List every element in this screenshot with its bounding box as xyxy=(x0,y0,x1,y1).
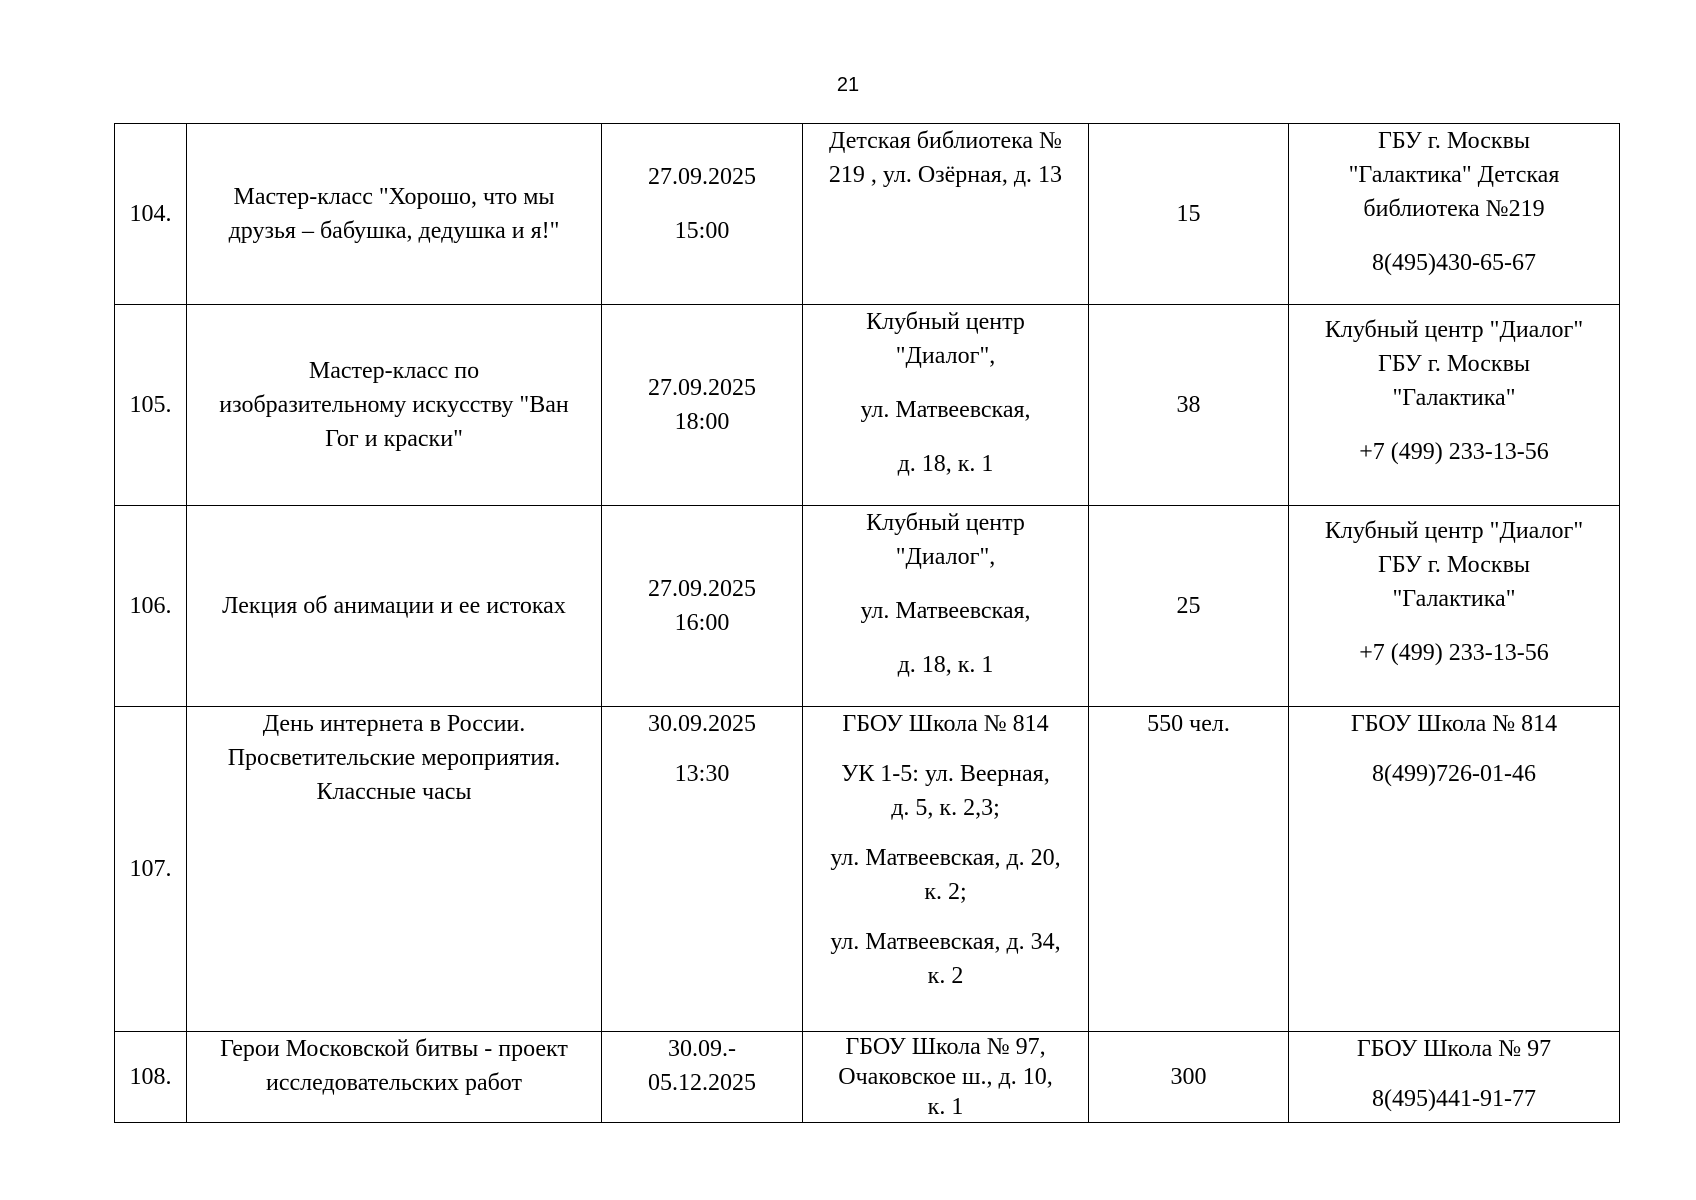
event-place: Детская библиотека № 219 , ул. Озёрная, д. 13 xyxy=(803,124,1089,305)
event-place: ГБОУ Школа № 814 УК 1-5: ул. Веерная, д. 5, к. 2,3; ул. Матвеевская, д. 20, к. 2; ул. Матвеевская, д. 34, к. 2 xyxy=(803,707,1089,1032)
table-row xyxy=(115,1032,1620,1123)
event-datetime xyxy=(602,707,803,1032)
event-place: Клубный центр "Диалог", ул. Матвеевская, д. 18, к. 1 xyxy=(803,506,1089,707)
event-datetime xyxy=(602,1032,803,1123)
event-date: 30.09.2025 xyxy=(648,711,756,737)
organizer-phone: 8(495)441-91-77 xyxy=(1372,1086,1536,1112)
table-row xyxy=(115,506,1620,707)
organizer: Клубный центр "Диалог" ГБУ г. Москвы "Галактика" +7 (499) 233-13-56 xyxy=(1289,506,1620,707)
event-time: 15:00 xyxy=(674,218,730,244)
event-date: 27.09.2025 xyxy=(648,576,756,602)
event-place: Клубный центр "Диалог", ул. Матвеевская, д. 18, к. 1 xyxy=(803,305,1089,506)
event-datetime xyxy=(602,506,803,707)
event-title: День интернета в России. Просветительские мероприятия. Классные часы xyxy=(187,707,602,1032)
event-time: 16:00 xyxy=(674,610,730,636)
organizer-phone: 8(495)430-65-67 xyxy=(1372,250,1536,276)
organizer-phone: +7 (499) 233-13-56 xyxy=(1359,640,1549,666)
row-number: 105. xyxy=(115,305,187,506)
table-row xyxy=(115,305,1620,506)
event-datetime xyxy=(602,124,803,305)
participant-count: 550 чел. xyxy=(1089,707,1289,1032)
organizer: Клубный центр "Диалог" ГБУ г. Москвы "Галактика" +7 (499) 233-13-56 xyxy=(1289,305,1620,506)
event-title: Мастер-класс "Хорошо, что мы друзья – бабушка, дедушка и я!" xyxy=(187,124,602,305)
organizer: ГБОУ Школа № 97 8(495)441-91-77 xyxy=(1289,1032,1620,1123)
table-row xyxy=(115,707,1620,1032)
row-number: 104. xyxy=(115,124,187,305)
event-date: 27.09.2025 xyxy=(648,375,756,401)
event-time: 13:30 xyxy=(674,761,730,787)
participant-count: 38 xyxy=(1089,305,1289,506)
page-number: 21 xyxy=(836,74,860,96)
row-number: 108. xyxy=(115,1032,187,1123)
event-title: Лекция об анимации и ее истоках xyxy=(187,506,602,707)
event-time: 18:00 xyxy=(674,409,730,435)
event-title: Мастер-класс по изобразительному искусству "Ван Гог и краски" xyxy=(187,305,602,506)
row-number: 106. xyxy=(115,506,187,707)
events-table xyxy=(114,123,1620,1123)
participant-count: 25 xyxy=(1089,506,1289,707)
organizer-phone: +7 (499) 233-13-56 xyxy=(1359,439,1549,465)
organizer: ГБУ г. Москвы "Галактика" Детская библиотека №219 8(495)430-65-67 xyxy=(1289,124,1620,305)
participant-count: 300 xyxy=(1089,1032,1289,1123)
row-number: 107. xyxy=(115,707,187,1032)
organizer: ГБОУ Школа № 814 8(499)726-01-46 xyxy=(1289,707,1620,1032)
event-datetime xyxy=(602,305,803,506)
organizer-phone: 8(499)726-01-46 xyxy=(1372,761,1536,787)
event-date: 27.09.2025 xyxy=(648,164,756,190)
event-date-start: 30.09.- xyxy=(668,1036,736,1062)
table-row xyxy=(115,124,1620,305)
event-place: ГБОУ Школа № 97, Очаковское ш., д. 10, к. 1 xyxy=(803,1032,1089,1123)
event-date-end: 05.12.2025 xyxy=(648,1070,756,1096)
participant-count: 15 xyxy=(1089,124,1289,305)
event-title: Герои Московской битвы - проект исследовательских работ xyxy=(187,1032,602,1123)
